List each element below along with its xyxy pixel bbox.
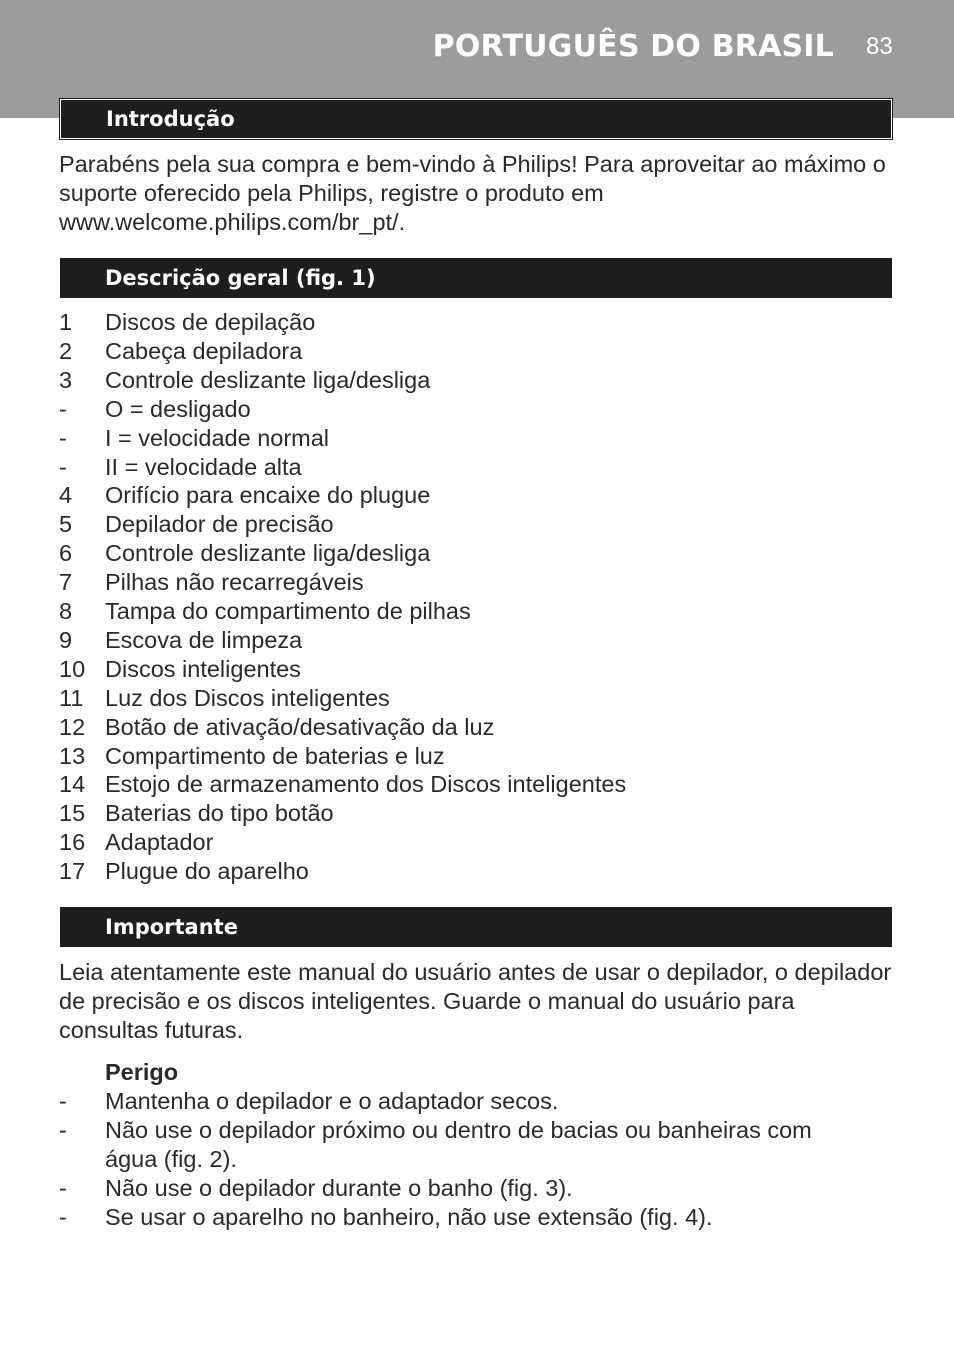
list-item-text: Adaptador — [105, 829, 214, 856]
list-item-marker: 1 — [59, 309, 73, 335]
section-heading-important — [60, 907, 892, 947]
list-item-marker: 17 — [59, 858, 86, 885]
list-item-text: Cabeça depiladora — [105, 337, 303, 364]
list-item-marker: 11 — [59, 684, 84, 711]
list-item-text: Botão de ativação/desativação da luz — [105, 713, 495, 740]
list-item-marker: 2 — [59, 337, 73, 364]
section-heading-overview-label: Descrição geral (fig. 1) — [105, 266, 376, 290]
danger-list-text: Mantenha o depilador e o adaptador secos. — [105, 1088, 559, 1114]
language-title: PORTUGUÊS DO BRASIL — [432, 29, 834, 64]
list-item-text: Luz dos Discos inteligentes — [105, 684, 390, 711]
list-item-marker: 14 — [59, 771, 86, 798]
list-item-text: II = velocidade alta — [105, 453, 302, 480]
list-item-marker: 16 — [59, 829, 86, 856]
list-item-marker: 6 — [59, 540, 73, 567]
important-paragraph: Leia atentamente este manual do usuário antes de usar o depilador, o depilador de precisão e os discos inteligentes. Guarde o manual do usuário para consultas futuras. — [59, 959, 892, 1043]
list-item-text: I = velocidade normal — [105, 424, 330, 451]
danger-heading: Perigo — [105, 1059, 179, 1085]
danger-list-marker: - — [59, 1175, 67, 1201]
list-item-text: Discos inteligentes — [105, 655, 301, 682]
list-item-marker: 7 — [59, 569, 73, 596]
list-item-marker: 12 — [59, 713, 86, 740]
list-item-marker: 9 — [59, 626, 73, 653]
section-heading-overview — [60, 258, 892, 298]
list-item-text: Orifício para encaixe do plugue — [105, 482, 431, 509]
list-item-text: Tampa do compartimento de pilhas — [105, 598, 471, 624]
danger-list-marker: - — [59, 1204, 67, 1230]
list-item-marker: 4 — [59, 482, 73, 509]
danger-list-text: Não use o depilador durante o banho (fig. 3). — [105, 1175, 573, 1201]
list-item-text: Pilhas não recarregáveis — [105, 569, 364, 596]
page-number: 83 — [866, 33, 893, 60]
list-item-text: Controle deslizante liga/desliga — [105, 366, 431, 393]
list-item-marker: 15 — [59, 800, 86, 827]
list-item-marker: - — [59, 453, 67, 480]
list-item-marker: 13 — [59, 742, 86, 769]
section-heading-important-label: Importante — [105, 915, 238, 939]
list-item-marker: 8 — [59, 598, 73, 624]
section-heading-intro — [60, 99, 892, 139]
list-item-marker: - — [59, 395, 67, 422]
list-item-text: Compartimento de baterias e luz — [105, 742, 445, 769]
list-item-marker: 3 — [59, 366, 73, 393]
list-item-text: O = desligado — [105, 395, 251, 422]
intro-paragraph: Parabéns pela sua compra e bem-vindo à Philips! Para aproveitar ao máximo o suporte oferecido pela Philips, registre o produto em www.welcome.philips.com/br_pt/. — [59, 151, 886, 235]
list-item-text: Controle deslizante liga/desliga — [105, 540, 431, 567]
list-item-marker: - — [59, 424, 67, 451]
danger-list-marker: - — [59, 1117, 67, 1143]
list-item-text: Escova de limpeza — [105, 626, 303, 653]
danger-list-marker: - — [59, 1088, 67, 1114]
list-item-text: Discos de depilação — [105, 309, 316, 335]
list-item-text: Estojo de armazenamento dos Discos inteligentes — [105, 771, 627, 798]
list-item-text: Baterias do tipo botão — [105, 800, 334, 827]
list-item-marker: 5 — [59, 511, 73, 538]
section-heading-intro-label: Introdução — [106, 107, 235, 131]
list-item-text: Plugue do aparelho — [105, 858, 309, 885]
danger-list-text: Não use o depilador próximo ou dentro de bacias ou banheiras com água (fig. 2). — [105, 1117, 812, 1172]
list-item-marker: 10 — [59, 655, 86, 682]
list-item-text: Depilador de precisão — [105, 511, 334, 538]
danger-list-text: Se usar o aparelho no banheiro, não use extensão (fig. 4). — [105, 1204, 713, 1230]
